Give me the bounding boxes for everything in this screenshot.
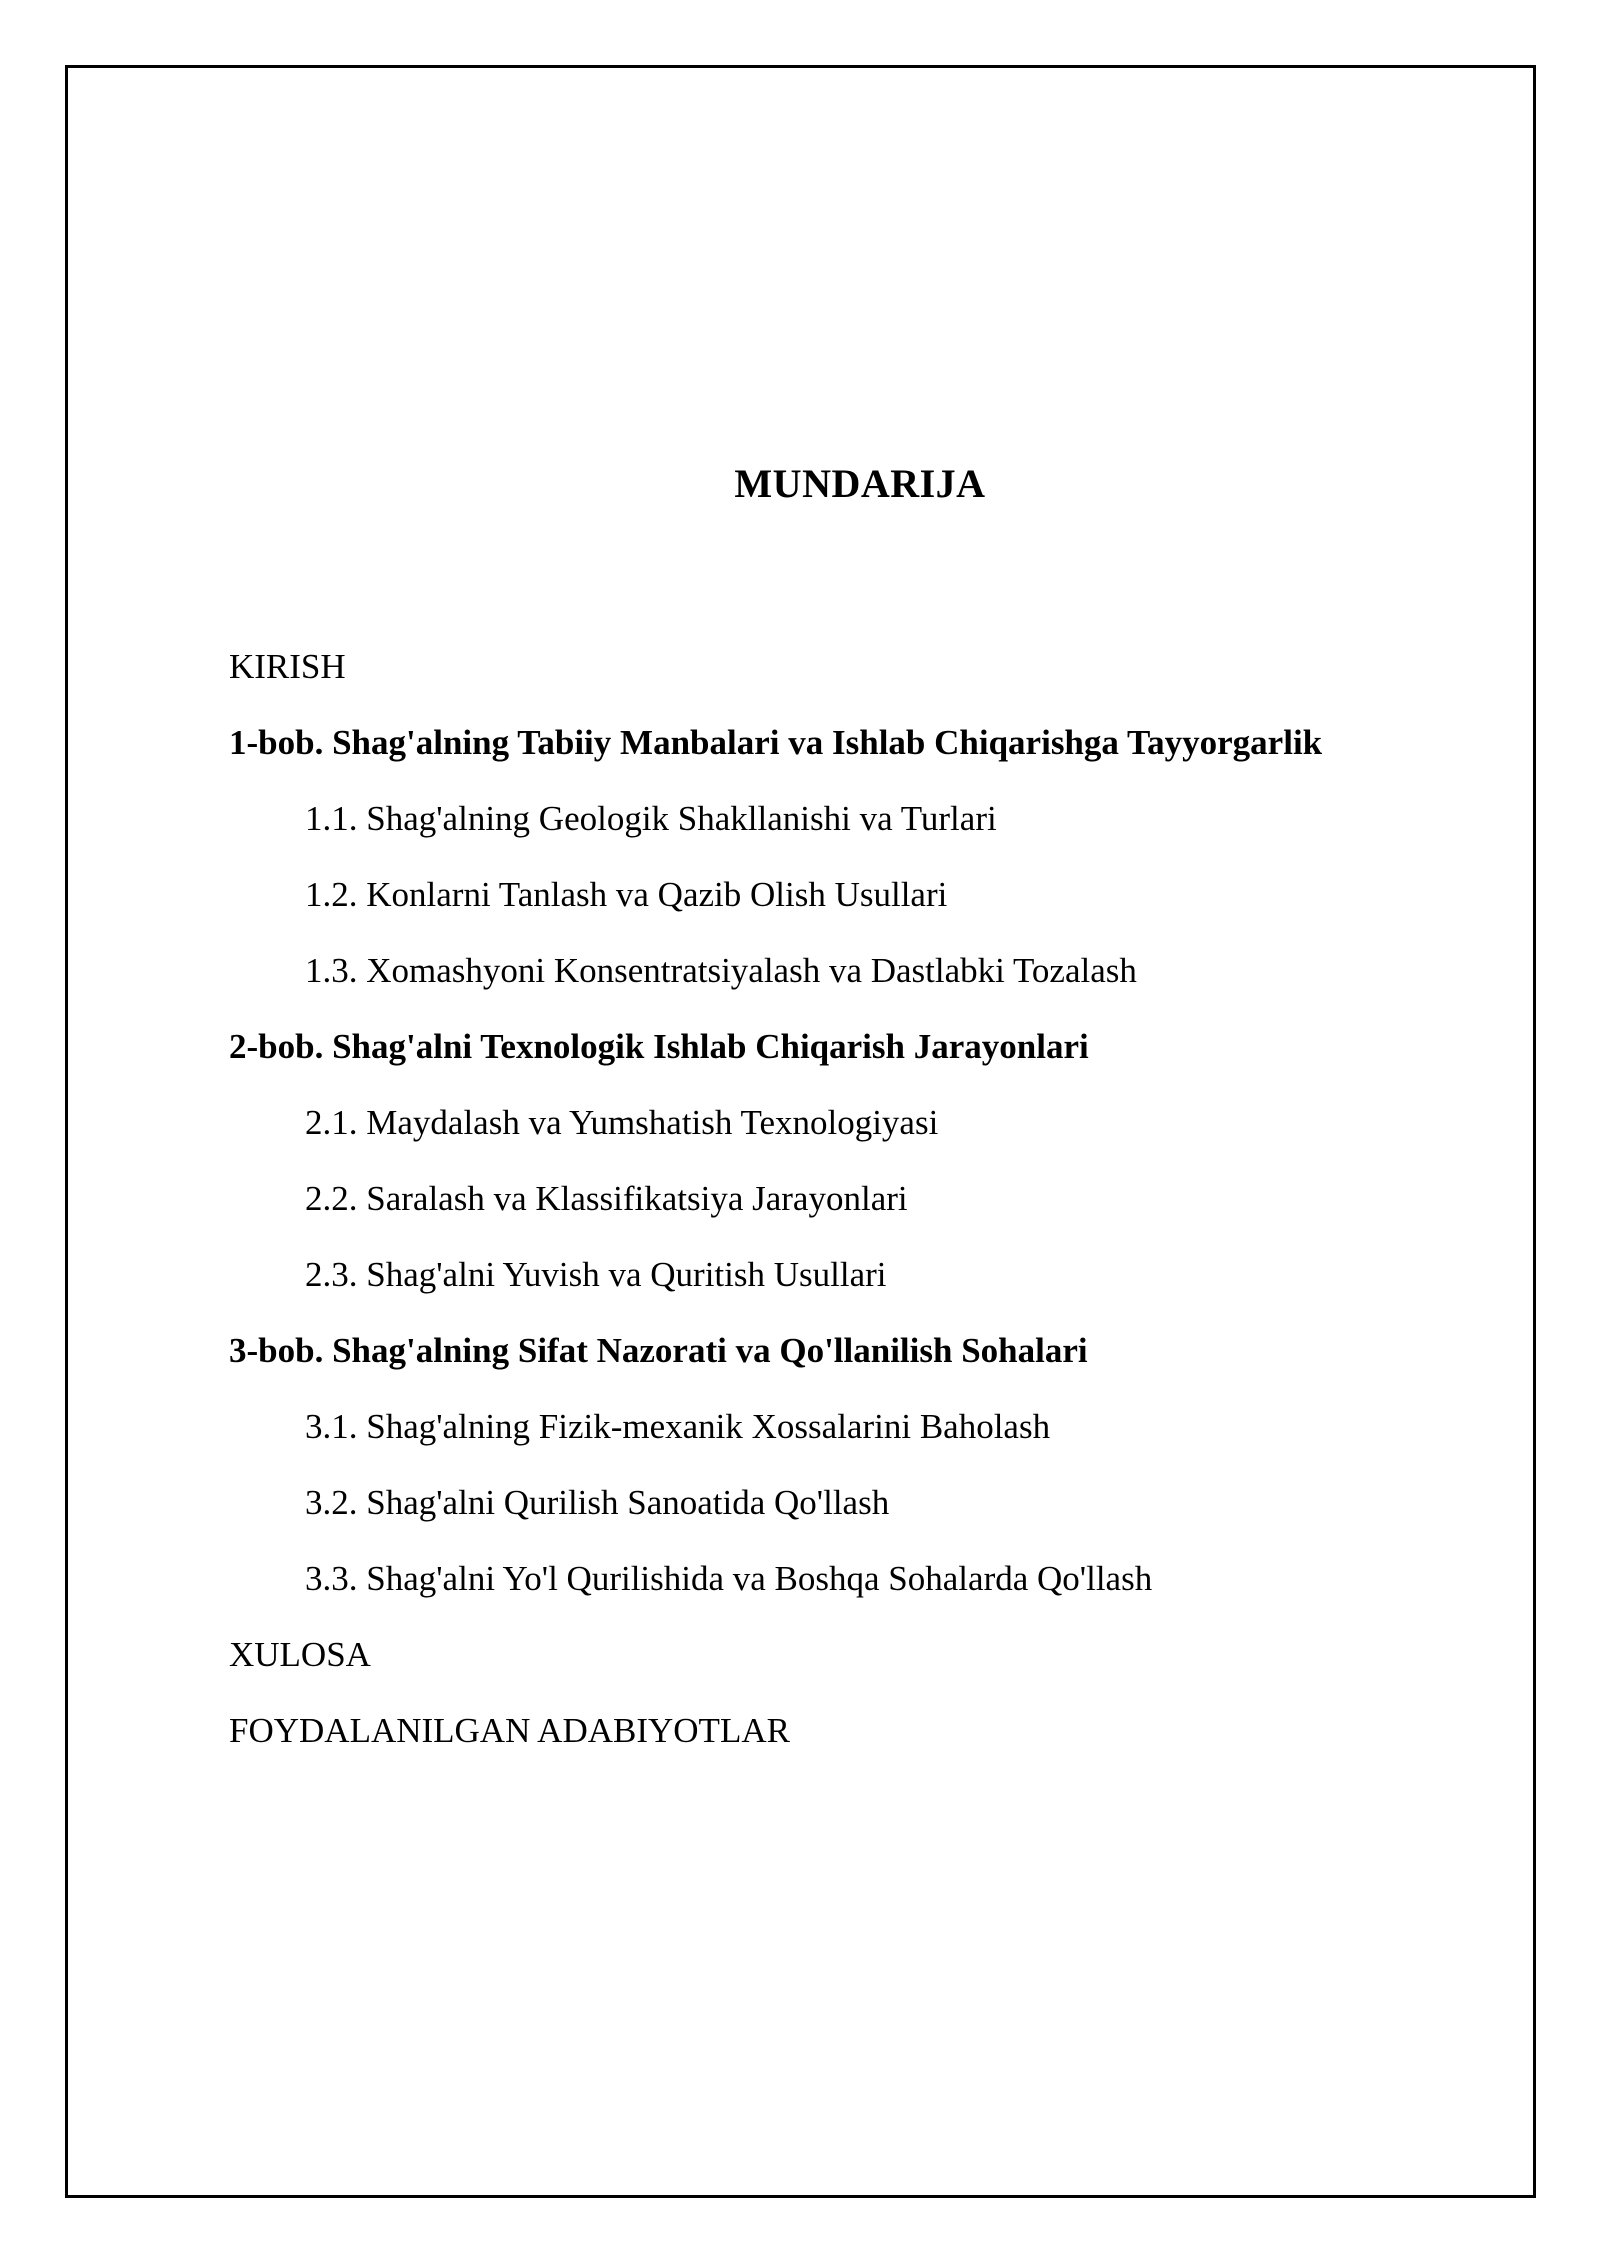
toc-entry-kirish: KIRISH [229, 647, 346, 686]
toc-section-2-1: 2.1. Maydalash va Yumshatish Texnologiyasi [305, 1103, 939, 1142]
toc-section-2-3: 2.3. Shag'alni Yuvish va Quritish Usullari [305, 1255, 887, 1294]
toc-chapter-1: 1-bob. Shag'alning Tabiiy Manbalari va Ishlab Chiqarishga Tayyorgarlik [229, 723, 1323, 762]
toc-section-1-3: 1.3. Xomashyoni Konsentratsiyalash va Dastlabki Tozalash [305, 951, 1137, 990]
page-title: MUNDARIJA [734, 461, 986, 506]
toc-entry-adabiyotlar: FOYDALANILGAN ADABIYOTLAR [229, 1711, 790, 1750]
toc-chapter-2: 2-bob. Shag'alni Texnologik Ishlab Chiqarish Jarayonlari [229, 1027, 1089, 1066]
toc-entry-xulosa: XULOSA [229, 1635, 371, 1674]
toc-section-3-1: 3.1. Shag'alning Fizik-mexanik Xossalarini Baholash [305, 1407, 1051, 1446]
toc-section-1-2: 1.2. Konlarni Tanlash va Qazib Olish Usullari [305, 875, 948, 914]
table-of-contents [229, 640, 1509, 1780]
toc-section-1-1: 1.1. Shag'alning Geologik Shakllanishi va Turlari [305, 799, 997, 838]
toc-chapter-3: 3-bob. Shag'alning Sifat Nazorati va Qo'llanilish Sohalari [229, 1331, 1088, 1370]
toc-section-2-2: 2.2. Saralash va Klassifikatsiya Jarayonlari [305, 1179, 908, 1218]
toc-section-3-3: 3.3. Shag'alni Yo'l Qurilishida va Boshqa Sohalarda Qo'llash [305, 1559, 1153, 1598]
toc-section-3-2: 3.2. Shag'alni Qurilish Sanoatida Qo'llash [305, 1483, 890, 1522]
